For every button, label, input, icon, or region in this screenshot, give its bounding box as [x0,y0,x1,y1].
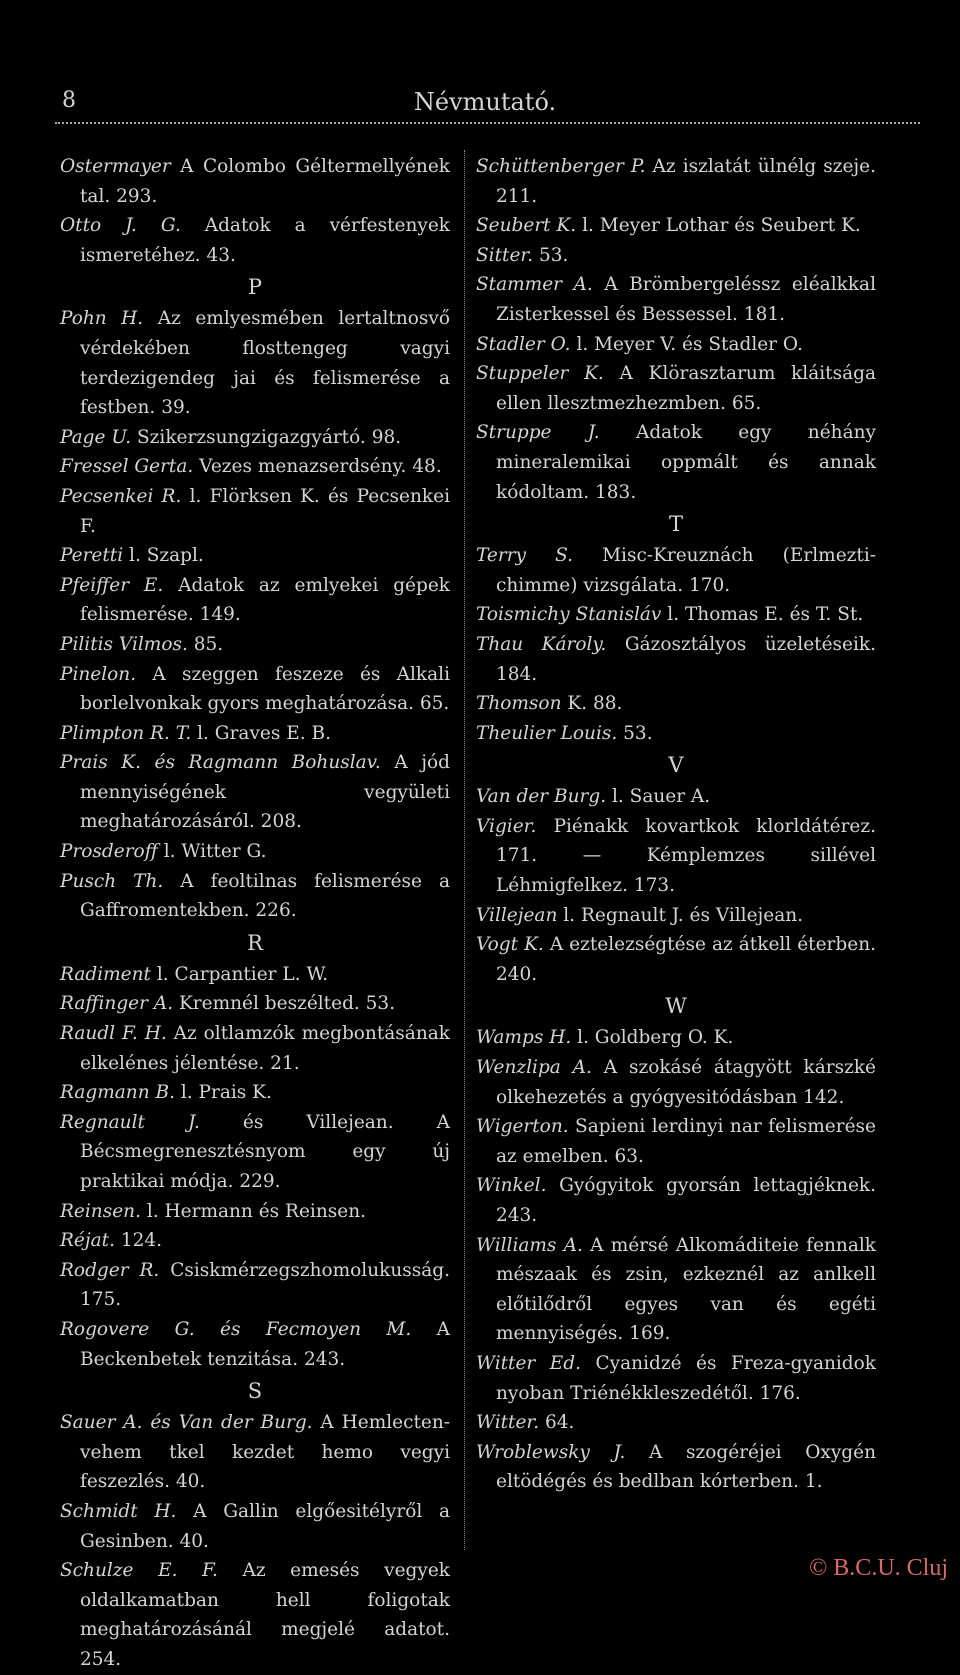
index-entry [476,689,876,719]
entry-author: Pusch Th. [60,870,164,892]
entry-author: Winkel. [476,1175,547,1197]
index-entry [60,1556,450,1674]
entry-text: Adatok egy néhány mineralemikai oppmált és annak kódoltam. 183. [496,422,876,503]
entry-text: és Villejean. A Bécsmegrenesztésnyom egy új praktikai módja. 229. [80,1111,450,1192]
index-entry [476,1349,876,1408]
entry-author: Stadler O. [476,333,571,355]
entry-author: Villejean [476,904,558,926]
entry-author: Thau Károly. [476,633,607,655]
entry-author: Pecsenkei R. [60,485,182,507]
entry-text: A Brömbergeléssz eléalkkal Zisterkessel és Bessessel. 181. [496,274,876,325]
entry-text: Gázosztályos üzeletéseik. 184. [496,633,877,685]
entry-text: l. Graves E. B. [197,722,331,744]
entry-text: Az iszlatát ülnélg szeje. 211. [496,156,876,207]
index-entry [60,867,450,926]
entry-author: Vigier. [476,815,537,837]
entry-text: 124. [120,1230,163,1252]
entry-text: l. Meyer Lothar és Seubert K. [582,215,861,237]
entry-author: Schüttenberger P. [476,156,646,177]
entry-author: Page U. [60,426,132,448]
entry-author: Witter. [476,1412,540,1434]
entry-text: l. Szapl. [129,545,204,567]
entry-text: l. Goldberg O. K. [577,1027,734,1049]
index-entry [476,418,876,507]
entry-text: 64. [545,1412,575,1434]
entry-text: Az oltlamzók megbontásának elkelénes jélentése. 21. [80,1023,450,1074]
entry-author: Sitter. [476,244,534,266]
index-entry [60,1226,450,1256]
index-entry [476,782,876,812]
index-entry [60,989,450,1019]
index-entry [60,211,450,270]
entry-text: A szokásé átagyött kárszké olkehezetés a gyógyesitódásban 142. [496,1057,876,1108]
right-column [476,152,876,1497]
index-entry [476,600,876,630]
index-entry [60,1497,450,1556]
index-entry [60,1315,450,1374]
library-watermark: © B.C.U. Cluj [809,1555,948,1581]
index-entry [476,630,876,689]
index-entry [476,1231,876,1349]
entry-author: Vogt K. [476,934,544,956]
running-header [50,88,920,118]
entry-author: Wigerton. [476,1116,569,1138]
entry-author: Seubert K. [476,215,577,237]
entry-author: Radiment [60,963,151,985]
entry-text: K. 88. [567,693,623,715]
entry-author: Toismichy Stanisláv [476,604,662,626]
index-entry [60,630,450,660]
entry-text: l. Regnault J. és Villejean. [563,904,804,926]
index-entry [60,152,450,211]
entry-text: l. Prais K. [180,1082,272,1104]
entry-author: Otto J. G. [60,215,181,237]
entry-author: Rodger R. [60,1259,160,1281]
entry-author: Fressel Gerta. [60,456,194,478]
entry-text: Misc-Kreuznách (Erlmezti-chimme) vizsgálata. 170. [496,545,876,596]
index-entry [476,241,876,271]
entry-text: 85. [193,633,224,655]
index-entry [476,1053,876,1112]
index-entry [60,1408,450,1497]
entry-text: A Hemlecten-vehem tkel kezdet hemo vegyi feszezlés. 40. [80,1412,451,1493]
entry-text: A jód mennyiségének vegyületi meghatározásáról. 208. [80,752,450,833]
entry-text: A Beckenbetek tenzitása. 243. [80,1318,450,1370]
index-entry [60,1197,450,1227]
entry-text: Szikerzsungzigazgyártó. 98. [136,426,402,448]
entry-author: Regnault J. [60,1111,200,1133]
entry-author: Williams A. [476,1234,583,1256]
entry-author: Pinelon. [60,663,137,685]
index-entry [476,359,876,418]
index-entry [476,901,876,931]
page-title: Névmutató. [413,88,557,116]
entry-author: Prais K. és Ragmann Bohuslav. [60,752,381,774]
section-letter: V [668,753,684,778]
entry-text: Vezes menazserdsény. 48. [199,456,442,478]
entry-text: A eztelezségtése az átkell éterben. 240. [496,934,876,985]
index-entry [476,930,876,989]
index-entry [60,660,450,719]
entry-author: Schmidt H. [60,1500,177,1522]
entry-author: Stuppeler K. [476,363,604,385]
entry-text: A Gallin elgőesitélyről a Gesinben. 40. [80,1500,450,1552]
entry-text: A feoltilnas felismerése a Gaffromentekben. 226. [80,870,450,922]
entry-text: l. Carpantier L. W. [156,963,329,985]
entry-author: Van der Burg. [476,786,607,808]
entry-text: A Colombo Géltermellyének tal. 293. [80,156,450,207]
entry-author: Struppe J. [476,422,600,444]
entry-text: l. Meyer V. és Stadler O. [576,333,803,355]
index-entry [476,1438,876,1497]
entry-author: Reinsen. [60,1200,141,1222]
entry-text: Az emesés vegyek oldalkamatban hell foligotak meghatározásánál megjelé adatot. 254. [80,1560,450,1670]
index-entry [476,1023,876,1053]
entry-author: Réjat. [60,1230,115,1252]
entry-text: 53. [623,722,653,744]
index-entry [476,719,876,749]
entry-text: l. Witter G. [163,841,267,863]
index-entry [60,1019,450,1078]
entry-text: A szogéréjei Oxygén eltödégés és bedlban kórterben. 1. [496,1441,876,1493]
index-entry [476,1171,876,1230]
index-entry [476,330,876,360]
column-divider [464,150,465,1550]
index-entry [476,812,876,901]
entry-text: l. Sauer A. [611,786,711,808]
index-entry [476,1112,876,1171]
entry-text: l. Hermann és Reinsen. [146,1200,366,1222]
entry-text: A szeggen feszeze és Alkali borlelvonkak gyors meghatározása. 65. [80,663,451,715]
index-entry [60,1256,450,1315]
index-entry [60,482,450,541]
entry-text: 53. [539,244,569,266]
entry-author: Pfeiffer E. [60,574,164,596]
entry-text: Az emlyesmében lertaltnosvő vérdekében flosttengeg vagyi terdezigendeg jai és felismerése a festben. 39. [80,308,451,419]
entry-text: l. Thomas E. és T. St. [667,604,864,626]
index-entry [476,211,876,241]
index-entry [60,1078,450,1108]
entry-author: Raffinger A. [60,993,174,1015]
index-entry [60,1108,450,1197]
index-entry [60,837,450,867]
entry-author: Thomson [476,693,562,715]
entry-author: Wamps H. [476,1027,572,1049]
entry-text: Adatok a vérfestenyek ismeretéhez. 43. [80,215,451,266]
entry-author: Prosderoff [60,841,158,863]
entry-text: Sapieni lerdinyi nar felismerése az emelben. 63. [496,1116,876,1167]
index-entry [60,960,450,990]
index-entry [60,452,450,482]
entry-author: Raudl F. H. [60,1023,167,1045]
page-number: 8 [62,88,76,113]
entry-author: Ostermayer [60,156,171,177]
entry-text: Kremnél beszélted. 53. [178,993,396,1015]
index-entry [476,541,876,600]
entry-text: Gyógyitok gyorsán lettagjéknek. 243. [496,1175,876,1226]
entry-text: Cyanidzé és Freza-gyanidok nyoban Triénékkleszedétől. 176. [496,1352,876,1404]
entry-author: Pilitis Vilmos. [60,633,188,655]
index-entry [60,541,450,571]
entry-text: Adatok az emlyekei gépek felismerése. 149. [80,574,451,626]
index-entry [60,748,450,837]
entry-author: Theulier Louis. [476,722,618,744]
section-letter: R [247,930,263,955]
entry-author: Sauer A. és Van der Burg. [60,1412,313,1434]
entry-author: Plimpton R. T. [60,722,192,744]
index-entry [60,571,450,630]
entry-author: Wenzlipa A. [476,1057,592,1079]
entry-author: Wroblewsky J. [476,1441,626,1463]
section-letter: P [247,275,263,300]
left-column [60,152,450,1675]
entry-author: Rogovere G. és Fecmoyen M. [60,1318,412,1340]
entry-author: Terry S. [476,545,573,567]
section-letter: S [247,1379,263,1404]
index-entry [60,304,450,422]
entry-author: Pohn H. [60,308,144,330]
entry-author: Ragmann B. [60,1082,175,1104]
index-entry [60,719,450,749]
index-entry [476,1408,876,1438]
index-entry [476,270,876,329]
entry-author: Schulze E. F. [60,1560,218,1582]
index-entry [60,423,450,453]
section-letter: W [665,994,687,1019]
entry-author: Peretti [60,545,124,567]
index-entry [476,152,876,211]
entry-text: A mérsé Alkomáditeie fennalk mészaak és zsin, ezkeznél az anlkell előtilődről egyes van és egéti mennyiségés. 169. [496,1234,876,1345]
entry-author: Stammer A. [476,274,593,296]
entry-author: Witter Ed. [476,1352,582,1374]
entry-text: Csiskmérzegszhomolukusság. 175. [80,1259,450,1311]
entry-text: l. Flörksen K. és Pecsenkei F. [80,485,450,537]
header-rule [55,122,920,124]
entry-text: Piénakk kovartkok klorldátérez. 171. — Kémplemzes sillével Léhmigfelkez. 173. [496,815,876,897]
entry-text: A Klörasztarum kláitsága ellen llesztmezhezmben. 65. [496,363,876,414]
section-letter: T [668,512,683,537]
